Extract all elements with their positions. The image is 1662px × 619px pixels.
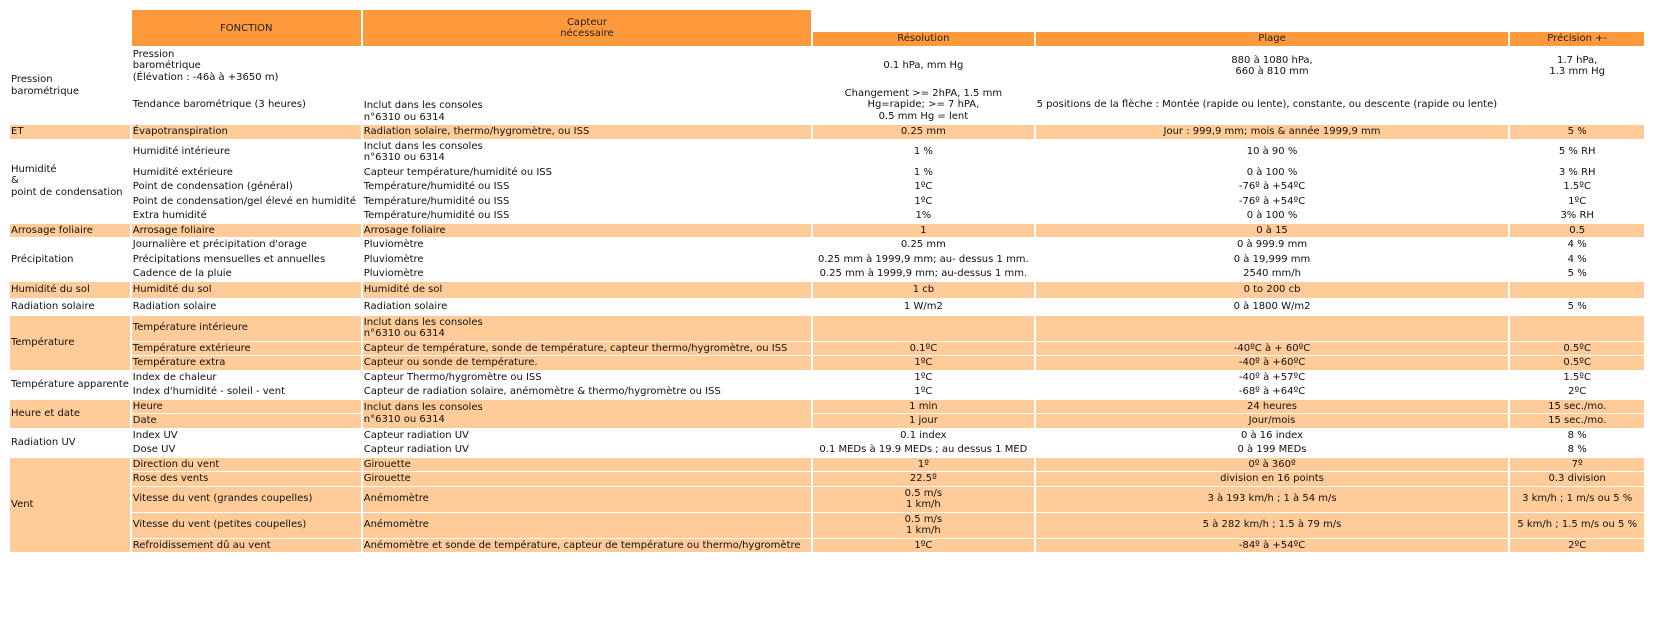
cell-resolution: 1 %	[813, 140, 1033, 165]
table-row	[10, 195, 1644, 209]
group-label: Humidité & point de condensation	[10, 140, 130, 223]
cell-resolution: 0.1 hPa, mm Hg	[813, 47, 1033, 85]
cell-capteur: Arrosage foliaire	[363, 224, 811, 238]
table-row	[10, 140, 1644, 165]
group-label: Humidité du sol	[10, 282, 130, 298]
cell-resolution: Changement >= 2hPA, 1.5 mm Hg=rapide; >= 7 hPA, 0.5 mm Hg = lent	[813, 86, 1033, 124]
cell-precision: 1.7 hPa, 1.3 mm Hg	[1510, 47, 1644, 85]
table-row	[10, 487, 1644, 512]
cell-fonction: Journalière et précipitation d'orage	[132, 238, 361, 252]
cell-plage: Jour : 999,9 mm; mois & année 1999,9 mm	[1036, 125, 1509, 139]
table-row	[10, 539, 1644, 553]
group-label: Température	[10, 316, 130, 370]
cell-resolution: 0.25 mm à 1999,9 mm; au- dessus 1 mm.	[813, 253, 1033, 267]
cell-resolution: 0.1ºC	[813, 342, 1033, 356]
group-label: Pression barométrique	[10, 47, 130, 124]
cell-fonction: Radiation solaire	[132, 299, 361, 315]
table-row	[10, 342, 1644, 356]
cell-precision: 1.5ºC	[1510, 180, 1644, 194]
table-row	[10, 282, 1644, 298]
cell-fonction: Date	[132, 414, 361, 428]
cell-fonction: Dose UV	[132, 443, 361, 457]
cell-plage: -76º à +54ºC	[1036, 180, 1509, 194]
cell-plage: 0 à 19,999 mm	[1036, 253, 1509, 267]
group-label: Température apparente	[10, 371, 130, 399]
cell-plage: 2540 mm/h	[1036, 267, 1509, 281]
cell-precision: 0.5ºC	[1510, 342, 1644, 356]
cell-plage: 880 à 1080 hPa, 660 à 810 mm	[1036, 47, 1509, 85]
cell-plage: 5 à 282 km/h ; 1.5 à 79 m/s	[1036, 513, 1509, 538]
cell-plage: -40ºC à + 60ºC	[1036, 342, 1509, 356]
group-label: Heure et date	[10, 400, 130, 428]
cell-precision: 5 km/h ; 1.5 m/s ou 5 %	[1510, 513, 1644, 538]
cell-fonction: Heure	[132, 400, 361, 414]
header-fonction: FONCTION	[132, 10, 361, 46]
cell-precision: 7º	[1510, 458, 1644, 472]
cell-resolution: 1ºC	[813, 539, 1033, 553]
table-row	[10, 371, 1644, 385]
header-precision: Précision +-	[1510, 32, 1644, 46]
cell-precision: 8 %	[1510, 443, 1644, 457]
table-row	[10, 513, 1644, 538]
cell-plage	[1036, 316, 1509, 341]
cell-resolution: 1 %	[813, 166, 1033, 180]
cell-plage: 0 to 200 cb	[1036, 282, 1509, 298]
cell-resolution: 1ºC	[813, 195, 1033, 209]
cell-capteur: Humidité de sol	[363, 282, 811, 298]
table-row	[10, 443, 1644, 457]
cell-capteur: Radiation solaire	[363, 299, 811, 315]
cell-fonction: Vitesse du vent (petites coupelles)	[132, 513, 361, 538]
header-blank	[813, 10, 1644, 31]
cell-precision	[1510, 316, 1644, 341]
header-resolution: Résolution	[813, 32, 1033, 46]
cell-fonction: Vitesse du vent (grandes coupelles)	[132, 487, 361, 512]
cell-capteur: Capteur radiation UV	[363, 429, 811, 443]
group-label: ET	[10, 125, 130, 139]
cell-fonction: Cadence de la pluie	[132, 267, 361, 281]
cell-capteur: Capteur radiation UV	[363, 443, 811, 457]
cell-resolution: 1ºC	[813, 371, 1033, 385]
table-row	[10, 267, 1644, 281]
cell-capteur: Capteur température/humidité ou ISS	[363, 166, 811, 180]
cell-fonction: Température extra	[132, 356, 361, 370]
cell-fonction: Évapotranspiration	[132, 125, 361, 139]
cell-precision: 15 sec./mo.	[1510, 400, 1644, 414]
cell-capteur: Pluviomètre	[363, 267, 811, 281]
cell-precision: 5 %	[1510, 125, 1644, 139]
cell-plage: 0 à 16 index	[1036, 429, 1509, 443]
cell-fonction: Précipitations mensuelles et annuelles	[132, 253, 361, 267]
cell-plage: 0 à 100 %	[1036, 166, 1509, 180]
cell-precision: 2ºC	[1510, 385, 1644, 399]
cell-fonction: Humidité du sol	[132, 282, 361, 298]
cell-resolution: 0.25 mm	[813, 238, 1033, 252]
cell-resolution: 0.1 index	[813, 429, 1033, 443]
table-row	[10, 209, 1644, 223]
cell-precision: 3 % RH	[1510, 166, 1644, 180]
header-capteur: Capteur nécessaire	[363, 10, 811, 46]
table-row	[10, 316, 1644, 341]
cell-plage: -40º à +60ºC	[1036, 356, 1509, 370]
cell-plage: Jour/mois	[1036, 414, 1509, 428]
cell-capteur: Capteur de radiation solaire, anémomètre & thermo/hygromètre ou ISS	[363, 385, 811, 399]
cell-precision: 4 %	[1510, 253, 1644, 267]
cell-precision: 5 %	[1510, 267, 1644, 281]
cell-plage: 10 à 90 %	[1036, 140, 1509, 165]
table-row	[10, 238, 1644, 252]
table-row	[10, 414, 1644, 428]
cell-capteur: Inclut dans les consoles n°6310 ou 6314	[363, 140, 811, 165]
cell-precision: 1.5ºC	[1510, 371, 1644, 385]
cell-plage: 5 positions de la flèche : Montée (rapide ou lente), constante, ou descente (rapide ou lente)	[1036, 86, 1644, 124]
table-row	[10, 86, 1644, 124]
cell-plage: 0 à 15	[1036, 224, 1509, 238]
cell-capteur: Girouette	[363, 458, 811, 472]
cell-fonction: Point de condensation (général)	[132, 180, 361, 194]
cell-resolution: 1º	[813, 458, 1033, 472]
cell-precision: 4 %	[1510, 238, 1644, 252]
cell-fonction: Température intérieure	[132, 316, 361, 341]
cell-capteur: Anémomètre	[363, 487, 811, 512]
cell-resolution: 0.25 mm à 1999,9 mm; au-dessus 1 mm.	[813, 267, 1033, 281]
cell-precision: 0.5	[1510, 224, 1644, 238]
table-row	[10, 125, 1644, 139]
table-row	[10, 47, 1644, 85]
cell-precision: 15 sec./mo.	[1510, 414, 1644, 428]
cell-resolution: 0.5 m/s 1 km/h	[813, 487, 1033, 512]
cell-fonction: Extra humidité	[132, 209, 361, 223]
cell-plage: 0 à 1800 W/m2	[1036, 299, 1509, 315]
cell-capteur: Anémomètre	[363, 513, 811, 538]
cell-precision: 0.3 division	[1510, 472, 1644, 486]
cell-plage: -40º à +57ºC	[1036, 371, 1509, 385]
table-row	[10, 356, 1644, 370]
cell-fonction: Humidité extérieure	[132, 166, 361, 180]
table-row	[10, 180, 1644, 194]
group-label: Radiation UV	[10, 429, 130, 457]
cell-resolution: 0.5 m/s 1 km/h	[813, 513, 1033, 538]
cell-capteur: Inclut dans les consoles n°6310 ou 6314	[363, 400, 811, 428]
cell-resolution	[813, 316, 1033, 341]
cell-fonction: Pression barométrique (Élévation : -46à à +3650 m)	[132, 47, 361, 85]
cell-capteur: Capteur de température, sonde de température, capteur thermo/hygromètre, ou ISS	[363, 342, 811, 356]
cell-fonction: Direction du vent	[132, 458, 361, 472]
cell-capteur: Pluviomètre	[363, 238, 811, 252]
cell-precision: 5 %	[1510, 299, 1644, 315]
cell-precision: 3% RH	[1510, 209, 1644, 223]
cell-plage: division en 16 points	[1036, 472, 1509, 486]
header-plage: Plage	[1036, 32, 1509, 46]
cell-resolution: 1%	[813, 209, 1033, 223]
cell-resolution: 1 jour	[813, 414, 1033, 428]
cell-fonction: Index d'humidité - soleil - vent	[132, 385, 361, 399]
group-label: Précipitation	[10, 238, 130, 281]
cell-fonction: Index UV	[132, 429, 361, 443]
header-corner	[10, 10, 130, 46]
cell-resolution: 1ºC	[813, 356, 1033, 370]
cell-resolution: 0.1 MEDs à 19.9 MEDs ; au dessus 1 MED	[813, 443, 1033, 457]
cell-capteur: Température/humidité ou ISS	[363, 195, 811, 209]
table-row	[10, 224, 1644, 238]
group-label: Arrosage foliaire	[10, 224, 130, 238]
cell-fonction: Température extérieure	[132, 342, 361, 356]
specifications-table	[8, 9, 1646, 553]
table-row	[10, 400, 1644, 414]
group-label: Radiation solaire	[10, 299, 130, 315]
cell-plage: -68º à +64ºC	[1036, 385, 1509, 399]
cell-fonction: Index de chaleur	[132, 371, 361, 385]
table-row	[10, 299, 1644, 315]
cell-resolution: 1 W/m2	[813, 299, 1033, 315]
cell-plage: 0 à 999.9 mm	[1036, 238, 1509, 252]
cell-fonction: Tendance barométrique (3 heures)	[132, 86, 361, 124]
cell-plage: 0 à 199 MEDs	[1036, 443, 1509, 457]
table-row	[10, 472, 1644, 486]
cell-plage: -84º à +54ºC	[1036, 539, 1509, 553]
table-row	[10, 166, 1644, 180]
cell-fonction: Humidité intérieure	[132, 140, 361, 165]
cell-plage: 0º à 360º	[1036, 458, 1509, 472]
cell-capteur: Capteur ou sonde de température.	[363, 356, 811, 370]
table-row	[10, 429, 1644, 443]
cell-resolution: 1	[813, 224, 1033, 238]
cell-precision: 8 %	[1510, 429, 1644, 443]
cell-capteur: Girouette	[363, 472, 811, 486]
cell-plage: -76º à +54ºC	[1036, 195, 1509, 209]
cell-precision: 0.5ºC	[1510, 356, 1644, 370]
cell-capteur: Température/humidité ou ISS	[363, 209, 811, 223]
cell-capteur: Inclut dans les consoles n°6310 ou 6314	[363, 316, 811, 341]
cell-fonction: Point de condensation/gel élevé en humidité	[132, 195, 361, 209]
cell-precision: 3 km/h ; 1 m/s ou 5 %	[1510, 487, 1644, 512]
table-row	[10, 385, 1644, 399]
cell-capteur: Température/humidité ou ISS	[363, 180, 811, 194]
cell-precision: 2ºC	[1510, 539, 1644, 553]
cell-fonction: Rose des vents	[132, 472, 361, 486]
table-row	[10, 253, 1644, 267]
cell-plage: 24 heures	[1036, 400, 1509, 414]
cell-plage: 0 à 100 %	[1036, 209, 1509, 223]
cell-fonction: Arrosage foliaire	[132, 224, 361, 238]
table-row	[10, 458, 1644, 472]
group-label: Vent	[10, 458, 130, 553]
cell-capteur: Radiation solaire, thermo/hygromètre, ou ISS	[363, 125, 811, 139]
cell-fonction: Refroidissement dû au vent	[132, 539, 361, 553]
cell-resolution: 1 min	[813, 400, 1033, 414]
cell-capteur: Capteur Thermo/hygromètre ou ISS	[363, 371, 811, 385]
cell-resolution: 1 cb	[813, 282, 1033, 298]
cell-resolution: 0.25 mm	[813, 125, 1033, 139]
cell-capteur: Pluviomètre	[363, 253, 811, 267]
cell-resolution: 22.5º	[813, 472, 1033, 486]
cell-plage: 3 à 193 km/h ; 1 à 54 m/s	[1036, 487, 1509, 512]
cell-capteur: Inclut dans les consoles n°6310 ou 6314	[363, 47, 811, 124]
cell-precision: 1ºC	[1510, 195, 1644, 209]
cell-precision: 5 % RH	[1510, 140, 1644, 165]
cell-resolution: 1ºC	[813, 385, 1033, 399]
cell-capteur: Anémomètre et sonde de température, capteur de température ou thermo/hygromètre	[363, 539, 811, 553]
cell-precision	[1510, 282, 1644, 298]
cell-resolution: 1ºC	[813, 180, 1033, 194]
